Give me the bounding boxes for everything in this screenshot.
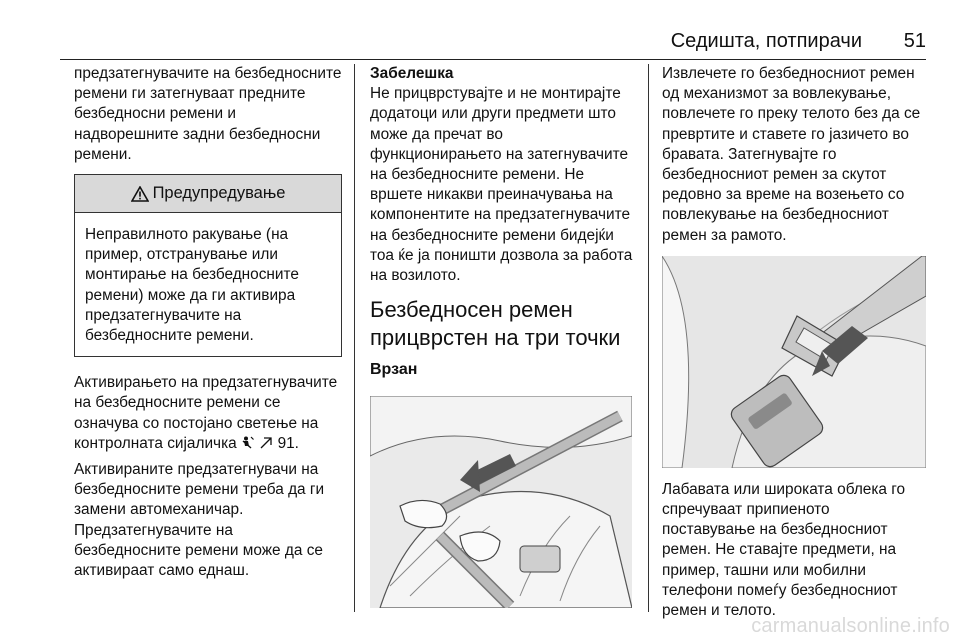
seatbelt-fastening-illustration	[370, 396, 632, 608]
column-left	[74, 64, 342, 587]
warning-header	[75, 175, 341, 213]
warning-triangle-icon	[131, 186, 149, 202]
section-heading: Безбедносен ремен прицврстен на три точки	[370, 297, 621, 351]
column-right	[662, 64, 926, 627]
warning-box	[74, 174, 342, 357]
page-reference-arrow-icon	[259, 436, 273, 450]
subsection-heading: Врзан	[370, 361, 418, 379]
clothing-paragraph: Лабавата или широката облека го спречуваат припиеното поставување на безбедносниот ремен. Не ставајте предмети, на пример, ташни или мобилни телефони помеѓу безбедносниот ремен и телото.	[662, 480, 906, 620]
seatbelt-indicator-icon	[241, 436, 255, 450]
page-header	[60, 24, 926, 60]
section-title: Седишта, потпирачи	[670, 30, 862, 52]
column-divider	[354, 64, 355, 612]
page-number: 51	[903, 30, 926, 52]
fastening-paragraph: Извлечете го безбедносниот ремен од механизмот за вовлекување, повлечете го преку телото без да се превртите и ставете го јазичето во бравата. Затегнувајте го безбедносниот ремен за скутот редовно за време на возењето со повлекување на безбедносниот ремен за рамото.	[662, 65, 921, 244]
intro-paragraph: предзатегнувачите на безбедносните ремени ги затегнуваат предните безбедносни ремени и надворешните задни безбедносни ремени.	[74, 65, 342, 163]
warning-body: Неправилното ракување (на пример, отстранување или монтирање на безбедносните ремени) може да ги активира предзатегнувачите на безбедносните ремени.	[85, 226, 299, 345]
watermark: carmanualsonline.info	[751, 615, 950, 637]
activation-page-ref: 91.	[277, 434, 299, 452]
activation-paragraph	[74, 373, 342, 454]
warning-title: Предупредување	[152, 184, 286, 203]
column-divider	[648, 64, 649, 612]
column-middle	[370, 64, 634, 608]
note-text: Не прицврстувајте и не монтирајте додатоци или други предмети што може да пречат во функционирањето на затегнувачите на безбедносните ремени. Не вршете никакви преиначувања на компонентите на предзатегнувачите на безбедносните ремени бидејќи тоа ќе ја поништи дозвола за работа на возилото.	[370, 85, 633, 285]
note-title: Забелешка	[370, 65, 454, 82]
buckle-illustration	[662, 256, 926, 468]
replacement-paragraph: Активираните предзатегнувачи на безбедносните ремени треба да ги замени автомеханичар. Предзатегнувачите на безбедносните ремени може да се активираат само еднаш.	[74, 461, 325, 580]
activation-text: Активирањето на предзатегнувачите на безбедносните ремени се означува со постојано светење на контролната сијаличка	[74, 374, 338, 452]
